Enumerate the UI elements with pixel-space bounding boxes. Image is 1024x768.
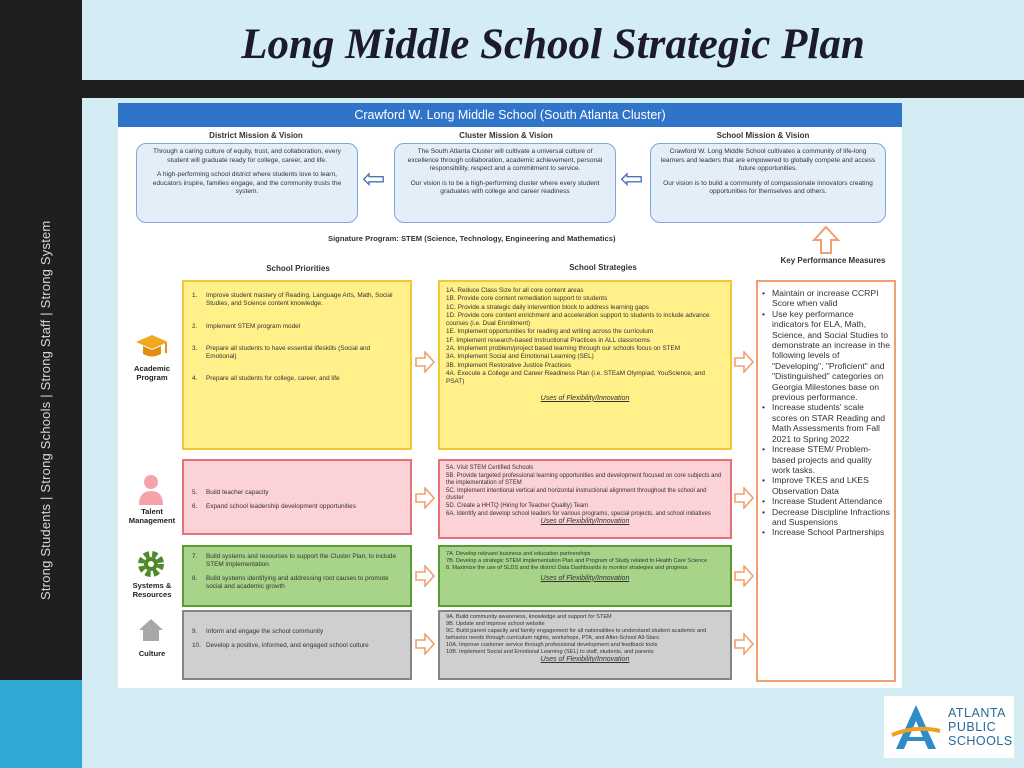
logo-line-2: PUBLIC (948, 720, 997, 734)
strategy-item: 6A. Identify and develop school leaders for various programs, special projects, and school initiatives (446, 510, 711, 517)
right-arrow-icon (415, 565, 435, 587)
aps-logo-mark (890, 701, 942, 753)
strategy-item: 1E. Implement opportunities for reading and writing across the curriculum (446, 328, 654, 336)
district-mission-text: Through a caring culture of equity, trust, and collaboration, every student will graduate ready for college, career, and life. (153, 148, 341, 164)
strategy-item: 5A. Visit STEM Certified Schools (446, 465, 534, 471)
strategy-item: 10B. Implement Social and Emotional Learning (SEL) to staff, students, and parents (446, 649, 654, 655)
logo-line-3: SCHOOLS (948, 734, 1013, 748)
priority-num: 6. (192, 502, 198, 510)
right-arrow-icon (734, 351, 754, 373)
priority-item (192, 292, 402, 309)
aps-logo (884, 696, 1014, 758)
priority-item (192, 375, 402, 383)
priority-item (192, 323, 402, 331)
district-vision-text: A high-performing school district where students love to learn, educators inspire, families engage, and the community trusts the system. (152, 171, 342, 196)
kpm-item: • Increase students' scale scores on STAR Reading and Math Assessments from Fall 2021 to Spring 2022 (762, 402, 890, 444)
priorities-heading: School Priorities (266, 264, 330, 273)
priority-item (192, 503, 402, 511)
strategy-item: 4A. Execute a College and Career Readiness Plan (i.e. STEaM Olympiad, YouScience, and PSAT) (446, 369, 705, 386)
strategy-item: 1A. Reduce Class Size for all core content areas (446, 287, 584, 294)
left-arrow-icon: ⇦ (362, 163, 386, 194)
house-icon (138, 617, 164, 643)
kpm-item: • Decrease Discipline Infractions and Suspensions (762, 506, 890, 527)
strategy-item: 7B. Develop a strategic STEM Implementation Plan and Program of Study related to Health Care Science (446, 558, 708, 565)
category-academic-label: Academic Program (134, 364, 170, 382)
priority-text: Prepare all students for college, career, and life (206, 375, 340, 383)
priority-num: 4. (192, 375, 198, 383)
priority-item (192, 345, 402, 362)
priority-text: Expand school leadership development opportunities (206, 502, 356, 510)
strategy-item: 5B. Provide targeted professional learning opportunities and development focused on core subjects and the implementation of STEM (446, 472, 722, 487)
kpm-text: Use key performance indicators for ELA, Math, Science, and Social Studies to demonstrate an increase in the following levels of "Developing", "Proficient" and "Distinguished" categories on Georgia Milestones base on previous performance. (772, 308, 890, 403)
up-arrow-icon (812, 225, 840, 255)
kpm-box (756, 280, 896, 682)
strategy-item: 1F. Implement research-based Instructional Practices in ALL classrooms (446, 336, 650, 344)
strategies-culture-box (438, 610, 732, 680)
priority-item (192, 553, 402, 570)
priority-text: Build systems and resources to support the Cluster Plan, to include STEM implementation (206, 553, 397, 569)
gear-icon (136, 549, 166, 579)
graduation-cap-icon (134, 331, 170, 361)
cluster-mission-box (394, 143, 616, 223)
strategy-item: 9A. Build community awareness, knowledge and support for STEM (446, 614, 612, 620)
school-mission-text: Crawford W. Long Middle School cultivates a community of life-long learners and leaders that are empowered to globally compete and access future opportunities. (660, 148, 876, 173)
priority-num: 3. (192, 344, 198, 352)
cluster-mission-text: The South Atlanta Cluster will cultivate a universal culture of excellence through collaboration, academic achievement, personal responsibility, respect and a commitment to service. (407, 148, 603, 173)
strategy-item: 9B. Update and improve school website (446, 621, 545, 627)
flexibility-link[interactable]: Uses of Flexibility/Innovation (540, 574, 630, 582)
kpm-item: • Increase School Partnerships (762, 527, 885, 538)
priority-item (192, 628, 402, 636)
strategy-item: 3A. Implement Social and Emotional Learning (SEL) (446, 353, 594, 361)
kpm-item: • Maintain or increase CCRPI Score when valid (762, 288, 890, 309)
person-icon (136, 473, 166, 505)
priority-text: Implement STEM program model (206, 322, 301, 330)
slide-title: Long Middle School Strategic Plan (241, 21, 865, 68)
strategy-item: 3B. Implement Restorative Justice Practices (446, 361, 572, 369)
category-talent-label: Talent Management (128, 507, 176, 525)
strategies-heading: School Strategies (569, 263, 637, 272)
flexibility-link[interactable]: Uses of Flexibility/Innovation (540, 394, 630, 402)
school-vision-text: Our vision is to build a community of compassionate innovators creating opportunities for themselves and others. (663, 179, 873, 196)
priority-num: 10. (192, 641, 201, 649)
cluster-vision-text: Our vision is to be a high-performing cluster where every student graduates with college and career readiness (410, 179, 600, 196)
signature-program: Signature Program: STEM (Science, Technology, Engineering and Mathematics) (328, 234, 616, 243)
right-arrow-icon (734, 487, 754, 509)
kpm-item: • Increase STEM/ Problem-based projects and quality work tasks. (762, 444, 890, 475)
kpm-text: Increase School Partnerships (772, 527, 885, 538)
priority-num: 7. (192, 553, 198, 560)
right-arrow-icon (415, 633, 435, 655)
kpm-item: • Use key performance indicators for ELA, Math, Science, and Social Studies to demonstrate an increase in the following levels of "Developing", "Proficient" and "Distinguished" categories on Georgia Milestones base on previous performance. (762, 308, 890, 403)
strategies-academic-box (438, 280, 732, 450)
strategy-item: 7A. Develop relevant business and education partnerships (446, 551, 591, 557)
priority-num: 8. (192, 575, 198, 583)
district-mission-box (136, 143, 358, 223)
category-culture-label: Culture (138, 649, 166, 658)
school-heading: School Mission & Vision (716, 131, 810, 140)
priorities-systems-box (182, 545, 412, 607)
priority-text: Build systems identifying and addressing root causes to promote social and academic growth (206, 575, 389, 591)
priority-num: 2. (192, 322, 198, 330)
right-arrow-icon (734, 565, 754, 587)
kpm-heading: Key Performance Measures (780, 256, 886, 265)
right-arrow-icon (415, 487, 435, 509)
priority-item (192, 575, 402, 592)
priority-num: 5. (192, 489, 198, 496)
kpm-text: Decrease Discipline Infractions and Suspensions (772, 506, 890, 527)
priority-item (192, 489, 402, 497)
left-arrow-icon: ⇦ (620, 163, 644, 194)
priorities-academic-box (182, 280, 412, 450)
flexibility-link[interactable]: Uses of Flexibility/Innovation (540, 656, 630, 663)
strategy-item: 5D. Create a HHTQ (Hiring for Teacher Quality) Team (446, 502, 589, 509)
priority-num: 1. (192, 292, 198, 299)
kpm-text: Increase Student Attendance (772, 496, 883, 507)
vertical-tagline: Strong Students | Strong Schools | Strong Staff | Strong System (38, 220, 53, 600)
school-mission-box (650, 143, 886, 223)
district-heading: District Mission & Vision (209, 131, 303, 140)
cluster-heading: Cluster Mission & Vision (459, 131, 553, 140)
aps-logo-text (948, 706, 1013, 748)
priority-num: 9. (192, 628, 198, 635)
strategy-item: 1C. Provide a strategic daily intervention block to address learning gaps (446, 303, 649, 311)
strategy-item: 9C. Build parent capacity and family engagement for all nationalities to understand student academic and behavior needs through curriculum nights, workshops, PTA, and After-School All-Stars. (446, 628, 707, 641)
priority-text: Build teacher capacity (206, 489, 269, 496)
right-arrow-icon (734, 633, 754, 655)
diagram-banner: Crawford W. Long Middle School (South Atlanta Cluster) (118, 103, 902, 127)
priorities-talent-box (182, 459, 412, 535)
flexibility-link[interactable]: Uses of Flexibility/Innovation (540, 518, 630, 526)
priority-text: Develop a positive, informed, and engaged school culture (206, 641, 369, 649)
strategic-plan-diagram (118, 103, 902, 688)
strategies-systems-box (438, 545, 732, 607)
kpm-item: • Improve TKES and LKES Observation Data (762, 475, 890, 496)
kpm-text: Increase STEM/ Problem-based projects and quality work tasks. (772, 444, 872, 475)
kpm-text: Improve TKES and LKES Observation Data (772, 475, 869, 496)
category-systems-label: Systems & Resources (132, 581, 172, 599)
strategy-item: 1B. Provide core content remediation support to students (446, 295, 608, 303)
kpm-text: Increase students' scale scores on STAR Reading and Math Assessments from Fall 2021 to Spring 2022 (772, 402, 886, 444)
strategy-item: 2A. Implement problem/project based learning through our schools focus on STEM (446, 345, 681, 353)
priority-text: Improve student mastery of Reading, Language Arts, Math, Social Studies, and Science content knowledge. (206, 292, 393, 308)
strategy-item: 1D. Provide core content enrichment and acceleration support to students to include advance courses (i.e. Dual Enrollment) (446, 311, 710, 328)
logo-line-1: ATLANTA (948, 706, 1006, 720)
strategies-talent-box (438, 459, 732, 539)
priority-item (192, 642, 402, 650)
priority-text: Prepare all students to have essential lifeskills (Social and Emotional) (206, 344, 371, 361)
left-sidebar-accent (0, 680, 82, 768)
kpm-text: Maintain or increase CCRPI Score when valid (772, 288, 879, 309)
strategy-item: 8. Maximize the use of SLDS and the district Data Dashboards to monitor strategies and progress (446, 565, 688, 572)
priority-text: Inform and engage the school community (206, 628, 324, 635)
strategy-item: 5C. Implement intentional vertical and horizontal instructional alignment throughout the school and cluster (446, 487, 707, 502)
title-rule (82, 80, 1024, 98)
strategy-item: 10A. Improve customer service through professional development and feedback tools (446, 642, 658, 648)
priorities-culture-box (182, 610, 412, 680)
kpm-item: • Increase Student Attendance (762, 496, 883, 507)
right-arrow-icon (415, 351, 435, 373)
